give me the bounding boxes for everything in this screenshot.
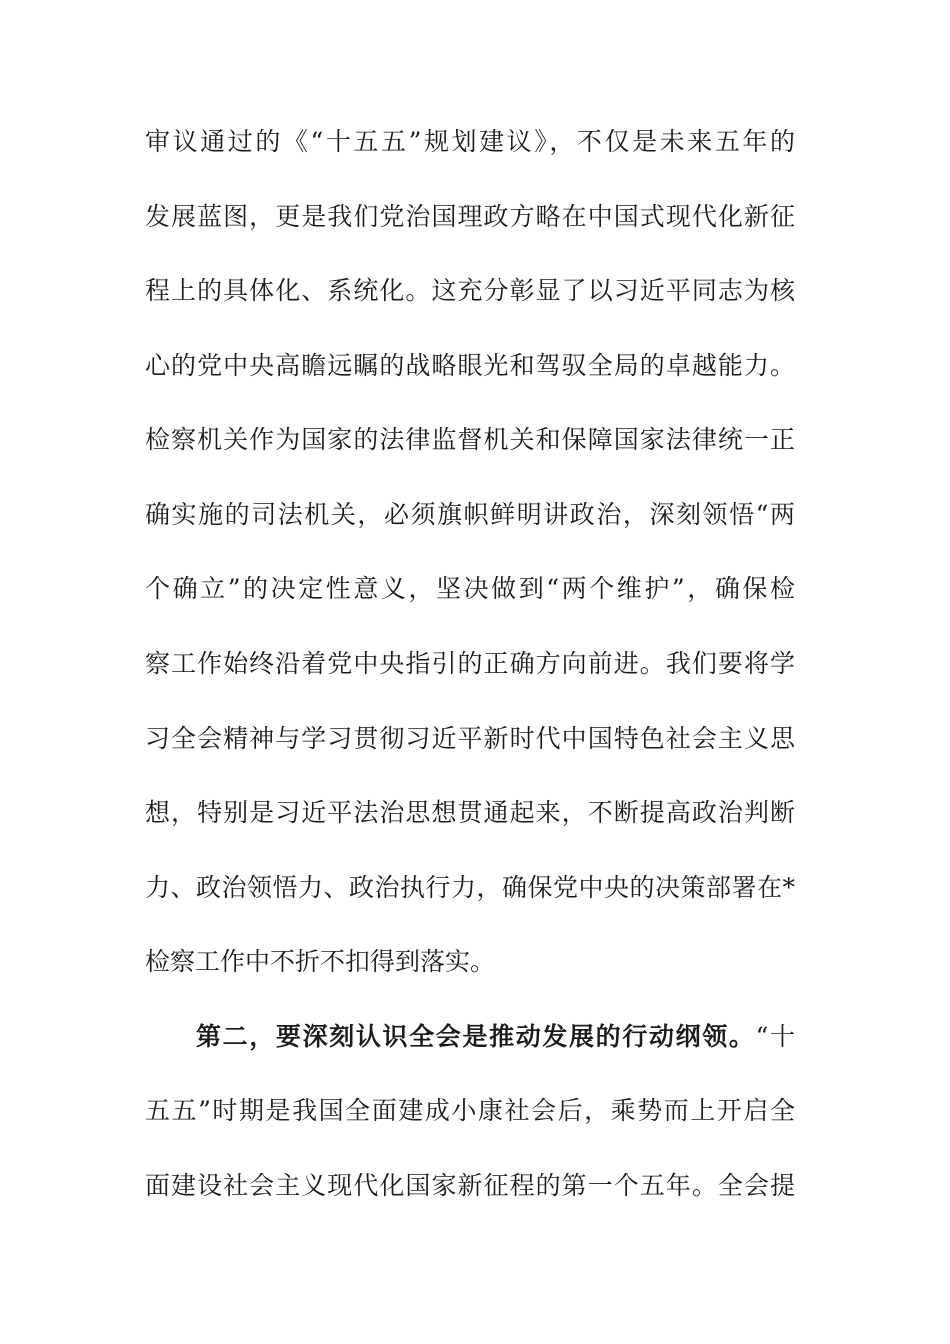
paragraph-line: 力、政治领悟力、政治执行力，确保党中央的决策部署在*	[145, 873, 795, 902]
paragraph-line: 察工作始终沿着党中央指引的正确方向前进。我们要将学	[145, 649, 795, 678]
paragraph-line: 想，特别是习近平法治思想贯通起来，不断提高政治判断	[145, 798, 795, 827]
paragraph-line: 发展蓝图，更是我们党治国理政方略在中国式现代化新征	[145, 202, 795, 231]
paragraph-line: 面建设社会主义现代化国家新征程的第一个五年。全会提	[145, 1171, 795, 1200]
paragraph-line: 程上的具体化、系统化。这充分彰显了以习近平同志为核	[145, 276, 795, 305]
paragraph-line: 个确立”的决定性意义，坚决做到“两个维护”，确保检	[145, 574, 795, 603]
section-heading-line	[196, 1019, 795, 1055]
section-heading: 第二，要深刻认识全会是推动发展的行动纲领。	[196, 1022, 756, 1051]
paragraph-line: 审议通过的《“十五五”规划建议》，不仅是未来五年的	[145, 127, 795, 156]
paragraph-line: 检察工作中不折不扣得到落实。	[145, 947, 496, 976]
paragraph-line: 五五”时期是我国全面建成小康社会后，乘势而上开启全	[145, 1096, 795, 1125]
paragraph-line: 习全会精神与学习贯彻习近平新时代中国特色社会主义思	[145, 724, 795, 753]
paragraph-line: 检察机关作为国家的法律监督机关和保障国家法律统一正	[145, 425, 795, 454]
paragraph-line: 确实施的司法机关，必须旗帜鲜明讲政治，深刻领悟“两	[145, 500, 795, 529]
paragraph-line: 心的党中央高瞻远瞩的战略眼光和驾驭全局的卓越能力。	[145, 351, 795, 380]
section-heading-continuation: “十	[755, 1022, 795, 1051]
